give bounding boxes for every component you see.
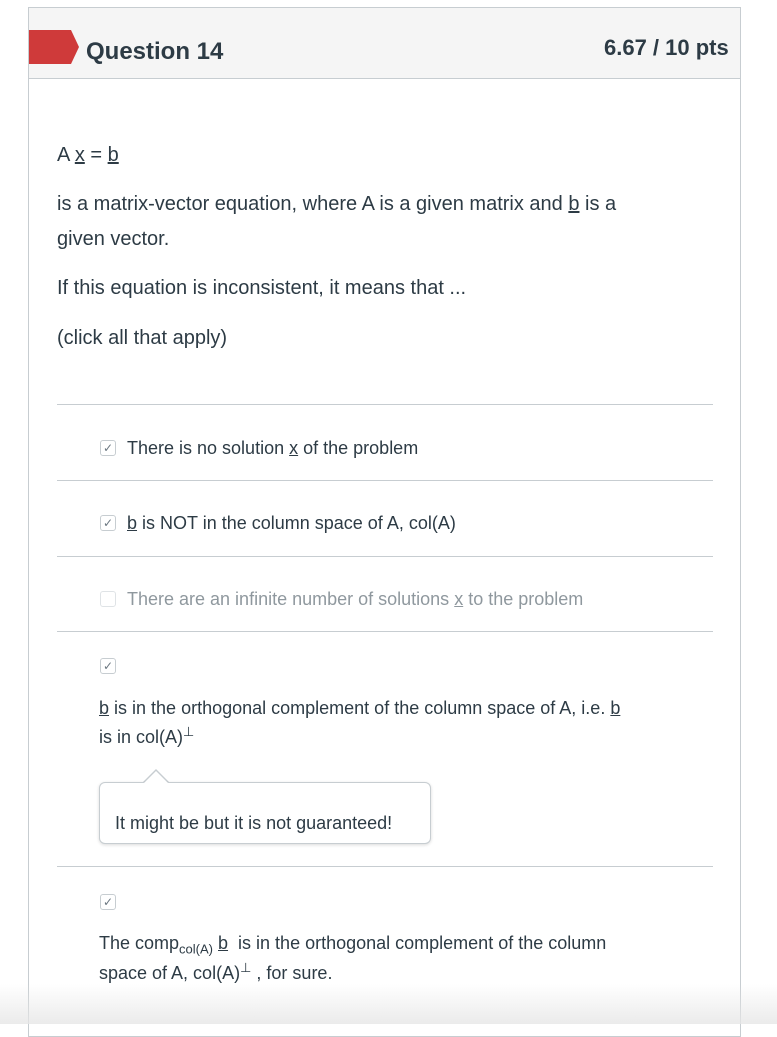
option-4-label-line-2 [99, 724, 194, 748]
option-vector: b [99, 698, 110, 718]
option-4-label[interactable] [99, 698, 620, 719]
option-text: is in the orthogonal complement of the column space of A, i.e. [114, 698, 606, 718]
perp-symbol: ⊥ [240, 960, 252, 975]
question-score: 6.67 / 10 pts [604, 35, 729, 60]
option-vector: x [454, 589, 464, 609]
divider [57, 631, 713, 632]
option-text: is in the orthogonal complement of the column [238, 933, 607, 953]
prompt-line-1 [57, 193, 616, 216]
option-text: is in col(A) [99, 727, 184, 747]
subscript: col(A) [179, 941, 213, 957]
bottom-fade [0, 984, 777, 1024]
option-text: is NOT in the column space of A, col(A) [142, 513, 456, 533]
option-text: , for sure. [256, 963, 333, 983]
option-3-label[interactable] [127, 589, 583, 610]
prompt-text: is a matrix-vector equation, where A is a given matrix and [57, 193, 563, 215]
option-vector: x [289, 438, 299, 458]
divider [57, 556, 713, 557]
equation [57, 144, 119, 167]
option-5-checkbox[interactable]: ✓ [100, 894, 116, 910]
prompt-line-2: If this equation is inconsistent, it means that ... [57, 277, 467, 299]
feedback-tooltip [99, 782, 431, 844]
eq-vector-b: b [107, 144, 119, 166]
option-1-checkbox[interactable]: ✓ [100, 440, 116, 456]
feedback-text: It might be but it is not guaranteed! [115, 813, 393, 833]
eq-vector-x: x [74, 144, 85, 166]
option-2-checkbox[interactable]: ✓ [100, 515, 116, 531]
eq-matrix: A [57, 144, 70, 166]
prompt-line-3: (click all that apply) [57, 327, 228, 349]
option-text: The comp [99, 933, 180, 953]
option-vector: b [610, 698, 621, 718]
option-text: to the problem [468, 589, 584, 609]
eq-equals: = [90, 144, 103, 166]
option-text: There are an infinite number of solutions [127, 589, 450, 609]
prompt-text: is a [585, 193, 617, 215]
option-text: There is no solution [127, 438, 285, 458]
perp-symbol: ⊥ [183, 724, 195, 739]
question-title: Question 14 [86, 38, 224, 65]
option-text: of the problem [303, 438, 419, 458]
option-3-checkbox[interactable] [100, 591, 116, 607]
divider [57, 404, 713, 405]
option-1-label[interactable] [127, 438, 418, 459]
option-4-checkbox[interactable]: ✓ [100, 658, 116, 674]
question-header [29, 8, 740, 79]
feedback-arrow-inner [143, 771, 169, 784]
divider [57, 866, 713, 867]
option-5-label-line-2 [99, 960, 332, 984]
divider [57, 480, 713, 481]
option-vector: b [218, 933, 229, 953]
prompt-line-1b: given vector. [57, 228, 170, 250]
prompt-vector-b: b [568, 193, 580, 215]
option-2-label[interactable] [127, 513, 456, 534]
option-vector: b [127, 513, 138, 533]
question-flag[interactable] [29, 30, 79, 64]
option-5-label[interactable] [99, 933, 606, 957]
option-text: space of A, col(A) [99, 963, 241, 983]
